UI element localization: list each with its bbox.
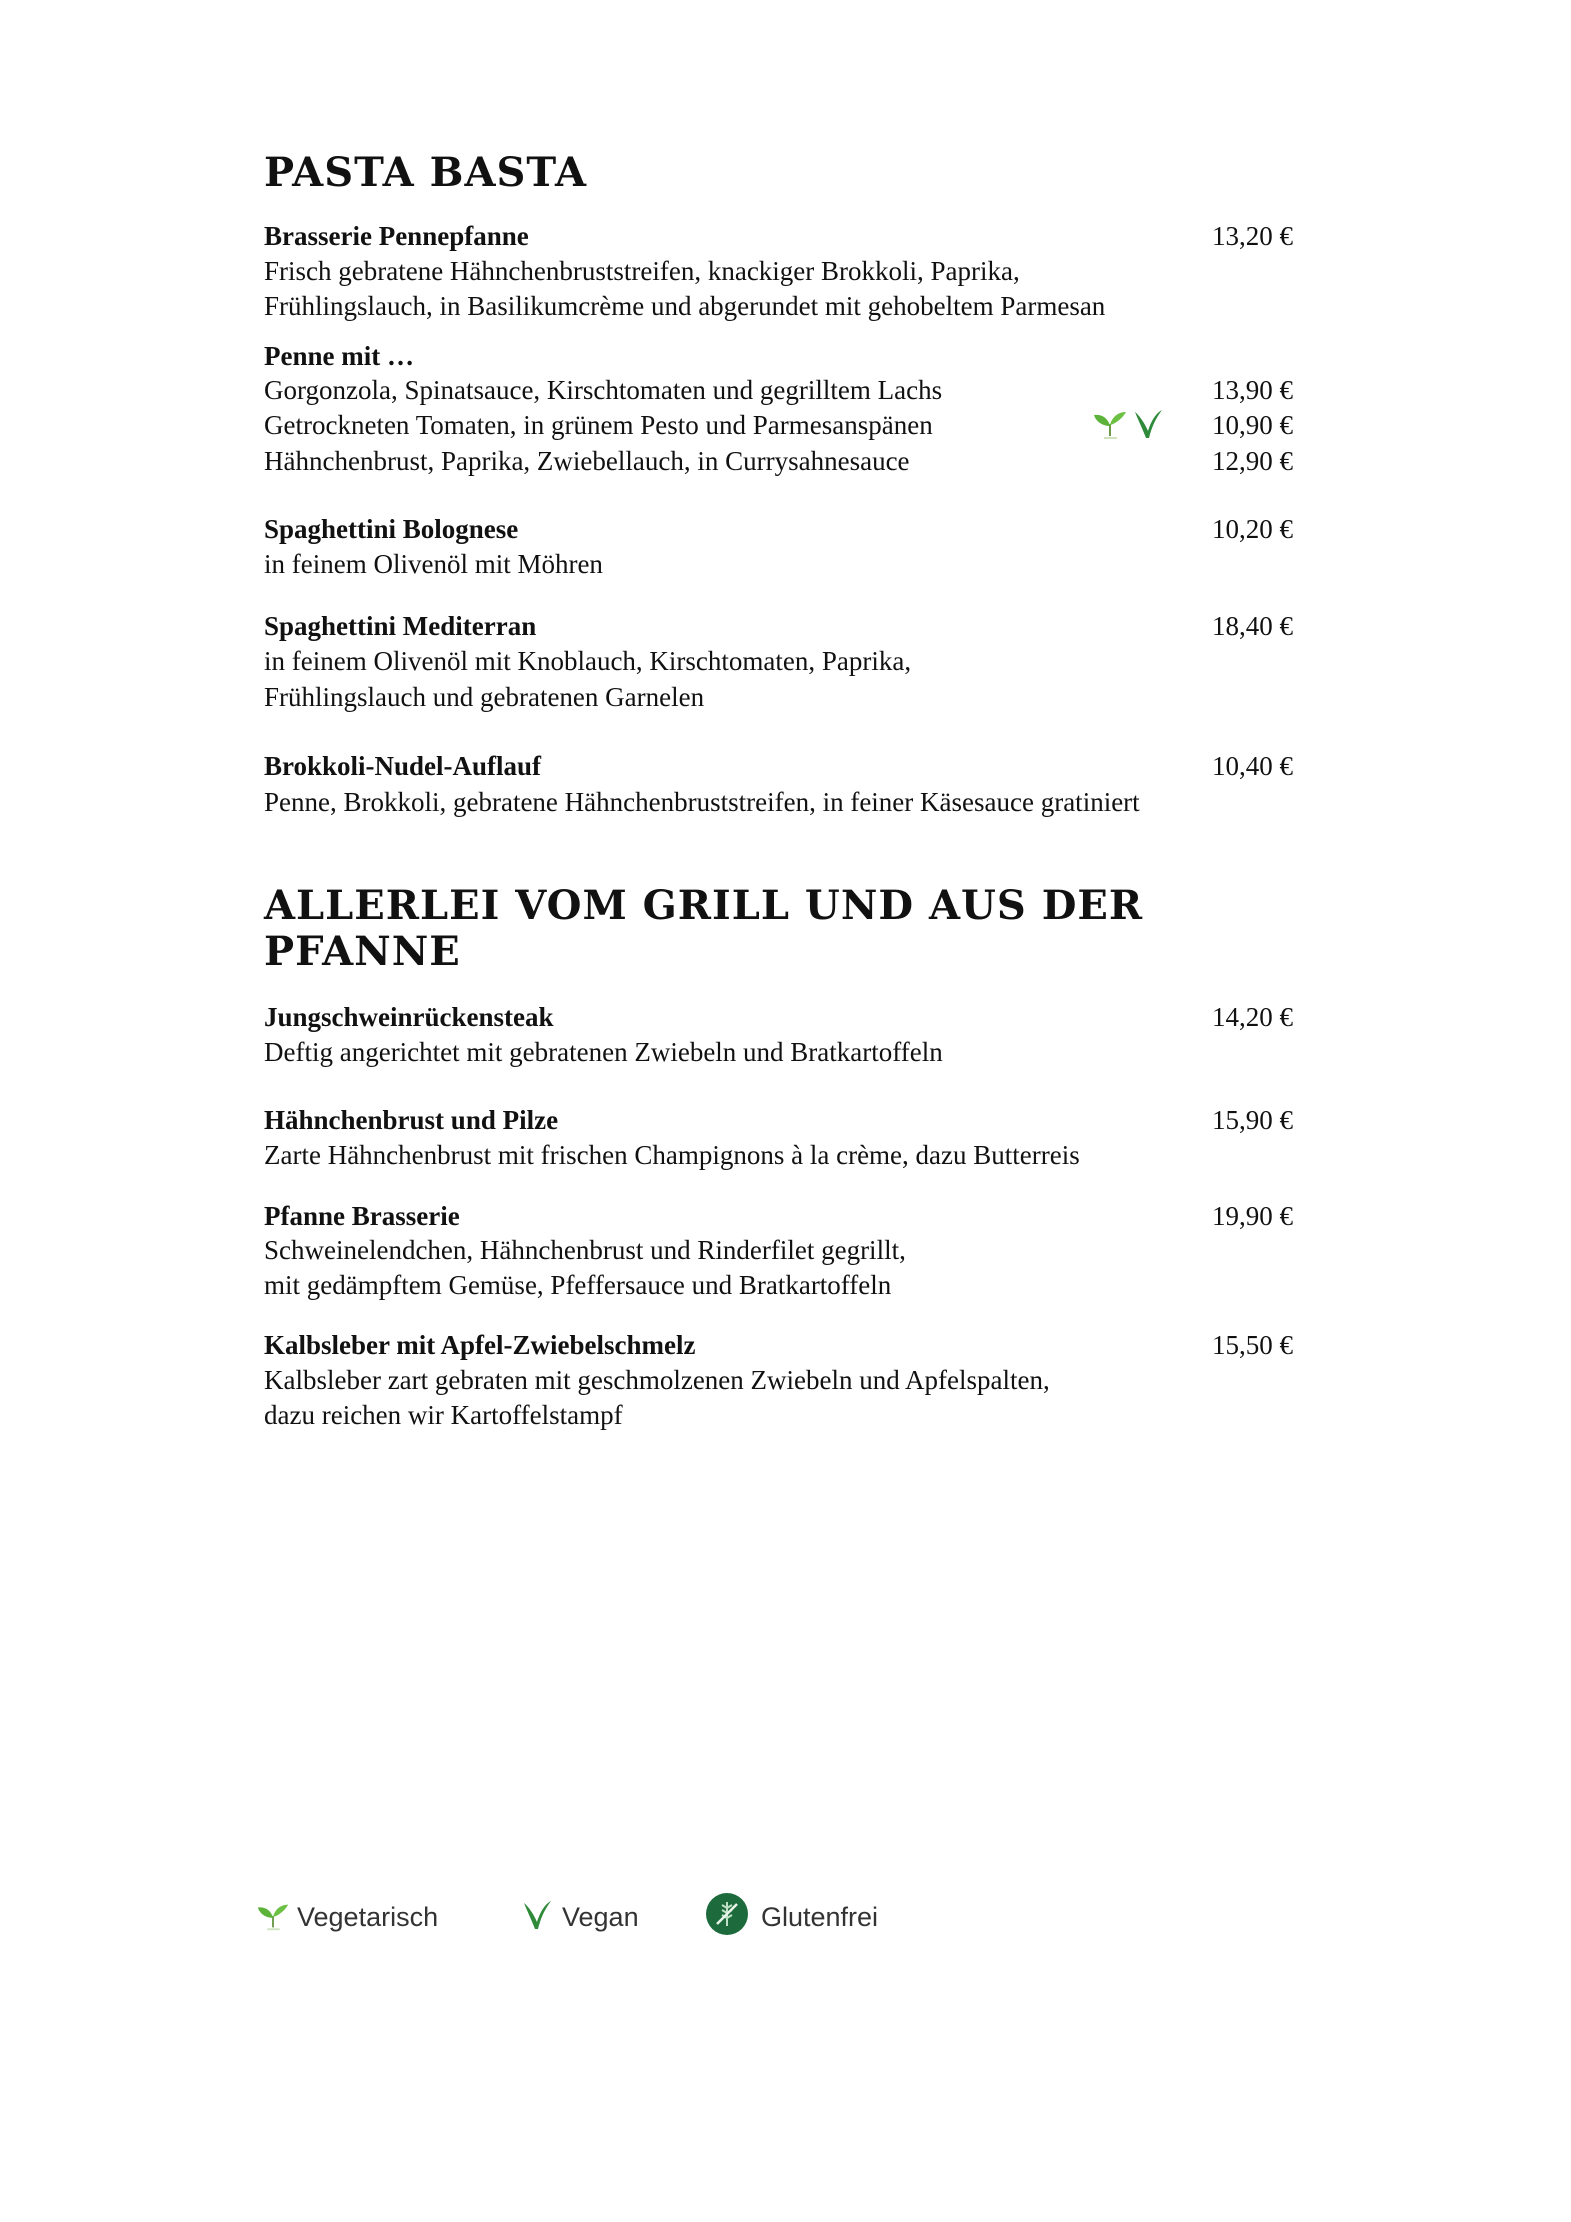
section-title-grill-line-2: PFANNE <box>264 928 461 975</box>
item-price-brokkoli-nudel-auflauf: 10,40 € <box>1212 751 1293 781</box>
item-price-haehnchenbrust-pilze: 15,90 € <box>1212 1105 1293 1135</box>
item-name-pfanne-brasserie: Pfanne Brasserie <box>264 1201 460 1231</box>
item-price-spaghettini-bolognese: 10,20 € <box>1212 514 1293 544</box>
item-price-pfanne-brasserie: 19,90 € <box>1212 1201 1293 1231</box>
item-price-brasserie-pennepfanne: 13,20 € <box>1212 221 1293 251</box>
vegan-icon <box>520 1896 554 1934</box>
section-title-pasta: PASTA BASTA <box>264 149 587 196</box>
variant-text-tomaten-pesto: Getrockneten Tomaten, in grünem Pesto und Parmesanspänen <box>264 410 933 440</box>
item-name-spaghettini-mediterran: Spaghettini Mediterran <box>264 611 537 641</box>
section-title-grill-line-1: ALLERLEI VOM GRILL UND AUS DER <box>264 882 1144 929</box>
variant-price-haehnchenbrust-curry: 12,90 € <box>1212 446 1293 476</box>
item-price-spaghettini-mediterran: 18,40 € <box>1212 611 1293 641</box>
item-price-kalbsleber: 15,50 € <box>1212 1330 1293 1360</box>
item-desc-line: in feinem Olivenöl mit Möhren <box>264 549 603 579</box>
variant-text-gorgonzola: Gorgonzola, Spinatsauce, Kirschtomaten und gegrilltem Lachs <box>264 375 943 405</box>
variant-price-gorgonzola: 13,90 € <box>1212 375 1293 405</box>
item-desc-line: Schweinelendchen, Hähnchenbrust und Rinderfilet gegrillt, <box>264 1235 906 1265</box>
item-desc-line: mit gedämpftem Gemüse, Pfeffersauce und Bratkartoffeln <box>264 1270 892 1300</box>
item-name-haehnchenbrust-pilze: Hähnchenbrust und Pilze <box>264 1105 559 1135</box>
legend-gluten-free <box>705 1895 905 1943</box>
item-desc-line: Deftig angerichtet mit gebratenen Zwiebeln und Bratkartoffeln <box>264 1037 943 1067</box>
legend-label: Vegan <box>562 1902 639 1932</box>
item-name-jungschweinrueckensteak: Jungschweinrückensteak <box>264 1002 554 1032</box>
item-desc-line: Frühlingslauch, in Basilikumcrème und abgerundet mit gehobeltem Parmesan <box>264 291 1106 321</box>
item-name-penne-mit: Penne mit … <box>264 341 414 371</box>
item-desc-line: dazu reichen wir Kartoffelstampf <box>264 1400 623 1430</box>
item-name-brokkoli-nudel-auflauf: Brokkoli-Nudel-Auflauf <box>264 751 542 781</box>
legend-label: Vegetarisch <box>297 1902 439 1932</box>
vegan-icon <box>1131 406 1165 442</box>
legend-label: Glutenfrei <box>761 1902 879 1932</box>
vegetarian-icon <box>255 1897 291 1935</box>
item-desc-line: in feinem Olivenöl mit Knoblauch, Kirschtomaten, Paprika, <box>264 646 912 676</box>
legend-vegan <box>520 1895 670 1943</box>
variant-badges <box>1091 406 1167 442</box>
item-name-spaghettini-bolognese: Spaghettini Bolognese <box>264 514 519 544</box>
item-desc-line: Kalbsleber zart gebraten mit geschmolzenen Zwiebeln und Apfelspalten, <box>264 1365 1050 1395</box>
vegetarian-icon <box>1091 406 1129 442</box>
item-name-brasserie-pennepfanne: Brasserie Pennepfanne <box>264 221 529 251</box>
variant-text-haehnchenbrust-curry: Hähnchenbrust, Paprika, Zwiebellauch, in Currysahnesauce <box>264 446 910 476</box>
legend-vegetarian <box>255 1895 455 1943</box>
variant-price-tomaten-pesto: 10,90 € <box>1212 410 1293 440</box>
gluten-free-icon <box>705 1892 749 1936</box>
item-name-kalbsleber: Kalbsleber mit Apfel-Zwiebelschmelz <box>264 1330 696 1360</box>
item-price-jungschweinrueckensteak: 14,20 € <box>1212 1002 1293 1032</box>
item-desc-line: Zarte Hähnchenbrust mit frischen Champignons à la crème, dazu Butterreis <box>264 1140 1080 1170</box>
item-desc-line: Frühlingslauch und gebratenen Garnelen <box>264 682 705 712</box>
item-desc-line: Penne, Brokkoli, gebratene Hähnchenbruststreifen, in feiner Käsesauce gratiniert <box>264 787 1140 817</box>
item-desc-line: Frisch gebratene Hähnchenbruststreifen, knackiger Brokkoli, Paprika, <box>264 256 1020 286</box>
